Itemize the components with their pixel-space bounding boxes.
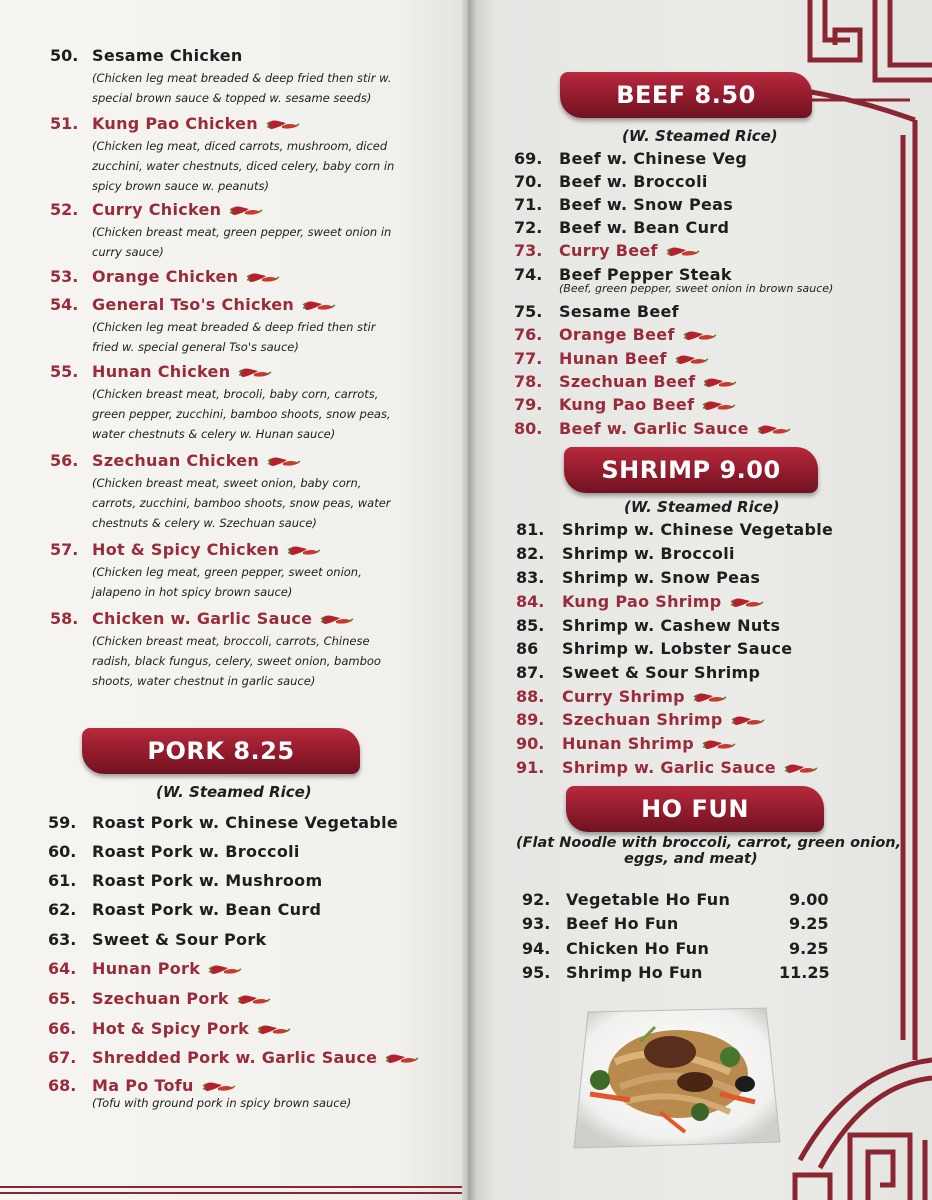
item-name bbox=[559, 195, 733, 214]
item-number: 95. bbox=[522, 963, 551, 982]
item-number: 64. bbox=[48, 959, 77, 978]
item-name-text: Szechuan Shrimp bbox=[562, 710, 723, 729]
item-name bbox=[562, 520, 833, 539]
item-number: 63. bbox=[48, 930, 77, 949]
item-number: 87. bbox=[516, 663, 545, 682]
item-number: 91. bbox=[516, 758, 545, 777]
item-name bbox=[562, 568, 760, 587]
chili-pepper-icon bbox=[702, 738, 736, 752]
item-name-text: Curry Shrimp bbox=[562, 687, 685, 706]
chili-pepper-icon bbox=[287, 544, 321, 558]
chili-pepper-icon bbox=[246, 271, 280, 285]
item-name-text: Beef w. Bean Curd bbox=[559, 218, 730, 237]
item-name-text: Kung Pao Chicken bbox=[92, 114, 258, 133]
page-fold bbox=[462, 0, 476, 1200]
item-name-text: Roast Pork w. Chinese Vegetable bbox=[92, 813, 399, 832]
ho-fun-title: HO FUN bbox=[641, 795, 749, 823]
item-number: 67. bbox=[48, 1048, 77, 1067]
item-number: 82. bbox=[516, 544, 545, 563]
item-number: 90. bbox=[516, 734, 545, 753]
item-name-text: Beef w. Snow Peas bbox=[559, 195, 734, 214]
item-number: 58. bbox=[50, 609, 79, 628]
item-name bbox=[92, 930, 266, 949]
chili-pepper-icon bbox=[702, 399, 736, 413]
item-number: 78. bbox=[514, 372, 543, 391]
greek-key-border-top bbox=[800, 0, 932, 1200]
item-description: (Chicken leg meat, green pepper, sweet onion, jalapeno in hot spicy brown sauce) bbox=[92, 565, 362, 599]
item-name-text: Vegetable Ho Fun bbox=[566, 890, 731, 909]
item-name-text: Ma Po Tofu bbox=[92, 1076, 194, 1095]
chili-pepper-icon bbox=[730, 596, 764, 610]
beef-title: BEEF 8.50 bbox=[616, 81, 756, 109]
item-name bbox=[92, 451, 301, 470]
item-number: 53. bbox=[50, 267, 79, 286]
pork-banner bbox=[82, 728, 360, 774]
shrimp-banner bbox=[564, 447, 818, 493]
item-description: (Beef, green pepper, sweet onion in brown sauce) bbox=[559, 282, 834, 295]
item-name bbox=[559, 172, 708, 191]
item-price: 11.25 bbox=[779, 963, 830, 982]
item-name bbox=[559, 419, 791, 438]
item-name-text: Sweet & Sour Pork bbox=[92, 930, 267, 949]
item-name-text: Sesame Beef bbox=[559, 302, 679, 321]
item-name bbox=[92, 540, 321, 559]
item-name-text: Shrimp w. Cashew Nuts bbox=[562, 616, 781, 635]
item-number: 93. bbox=[522, 914, 551, 933]
item-name bbox=[562, 710, 765, 729]
item-name bbox=[92, 1019, 291, 1038]
item-name-text: General Tso's Chicken bbox=[92, 295, 295, 314]
item-name bbox=[562, 663, 760, 682]
item-name bbox=[562, 758, 818, 777]
chili-pepper-icon bbox=[320, 613, 354, 627]
item-name-text: Chicken w. Garlic Sauce bbox=[92, 609, 313, 628]
item-name-text: Shrimp w. Snow Peas bbox=[562, 568, 761, 587]
greek-key-border-bottom bbox=[790, 1040, 932, 1200]
item-name bbox=[559, 302, 679, 321]
item-number: 77. bbox=[514, 349, 543, 368]
item-price: 9.25 bbox=[789, 914, 829, 933]
item-number: 50. bbox=[50, 46, 79, 65]
item-name bbox=[92, 46, 243, 65]
chili-pepper-icon bbox=[229, 204, 263, 218]
item-name-text: Hunan Pork bbox=[92, 959, 201, 978]
shrimp-subtitle: (W. Steamed Rice) bbox=[624, 498, 780, 516]
item-name-text: Hunan Beef bbox=[559, 349, 667, 368]
item-number: 71. bbox=[514, 195, 543, 214]
chili-pepper-icon bbox=[757, 423, 791, 437]
item-name bbox=[559, 349, 709, 368]
item-number: 73. bbox=[514, 241, 543, 260]
item-name bbox=[92, 362, 272, 381]
item-number: 83. bbox=[516, 568, 545, 587]
item-name-text: Hunan Chicken bbox=[92, 362, 231, 381]
item-name-text: Hot & Spicy Chicken bbox=[92, 540, 280, 559]
item-name bbox=[562, 616, 780, 635]
item-name-text: Szechuan Chicken bbox=[92, 451, 260, 470]
chili-pepper-icon bbox=[703, 376, 737, 390]
chili-pepper-icon bbox=[302, 299, 336, 313]
item-number: 75. bbox=[514, 302, 543, 321]
item-name-text: Beef w. Broccoli bbox=[559, 172, 708, 191]
item-description: (Chicken breast meat, brocoli, baby corn, carrots, green pepper, zucchini, bamboo shoots, snow peas, water chestnuts & celery w. Hunan sauce) bbox=[92, 387, 391, 441]
item-name-text: Kung Pao Shrimp bbox=[562, 592, 722, 611]
item-number: 81. bbox=[516, 520, 545, 539]
item-number: 66. bbox=[48, 1019, 77, 1038]
item-number: 69. bbox=[514, 149, 543, 168]
item-name bbox=[566, 914, 679, 933]
item-number: 94. bbox=[522, 939, 551, 958]
item-name bbox=[92, 295, 336, 314]
item-name-text: Szechuan Beef bbox=[559, 372, 696, 391]
item-number: 51. bbox=[50, 114, 79, 133]
item-name-text: Shrimp Ho Fun bbox=[566, 963, 703, 982]
item-name-text: Shredded Pork w. Garlic Sauce bbox=[92, 1048, 378, 1067]
item-name-text: Roast Pork w. Mushroom bbox=[92, 871, 323, 890]
item-number: 62. bbox=[48, 900, 77, 919]
item-name bbox=[562, 639, 792, 658]
item-name bbox=[559, 325, 717, 344]
item-name-text: Sweet & Sour Shrimp bbox=[562, 663, 761, 682]
item-name-text: Shrimp w. Chinese Vegetable bbox=[562, 520, 834, 539]
item-number: 56. bbox=[50, 451, 79, 470]
item-name bbox=[562, 687, 727, 706]
chili-pepper-icon bbox=[693, 691, 727, 705]
item-name bbox=[92, 842, 300, 861]
item-number: 61. bbox=[48, 871, 77, 890]
item-name-text: Roast Pork w. Bean Curd bbox=[92, 900, 322, 919]
item-name bbox=[92, 989, 271, 1008]
item-name bbox=[92, 1048, 419, 1067]
item-name bbox=[92, 1076, 236, 1095]
item-number: 89. bbox=[516, 710, 545, 729]
ho-fun-subtitle-line2: eggs, and meat) bbox=[624, 851, 758, 867]
item-number: 86 bbox=[516, 639, 539, 658]
item-description: (Chicken leg meat, diced carrots, mushroom, diced zucchini, water chestnuts, diced celery, baby corn in spicy brown sauce w. peanuts) bbox=[92, 139, 395, 193]
item-name-text: Beef w. Chinese Veg bbox=[559, 149, 748, 168]
pork-title: PORK 8.25 bbox=[147, 737, 295, 765]
item-number: 85. bbox=[516, 616, 545, 635]
item-number: 84. bbox=[516, 592, 545, 611]
item-name bbox=[92, 609, 354, 628]
item-name-text: Roast Pork w. Broccoli bbox=[92, 842, 300, 861]
item-name bbox=[559, 218, 729, 237]
item-description: (Chicken breast meat, sweet onion, baby corn, carrots, zucchini, bamboo shoots, snow peas, water chestnuts & celery w. Szechuan sauce) bbox=[92, 476, 391, 530]
item-name-text: Beef Pepper Steak bbox=[559, 265, 732, 284]
item-number: 74. bbox=[514, 265, 543, 284]
ho-fun-subtitle-line1: (Flat Noodle with broccoli, carrot, green onion, bbox=[516, 835, 902, 851]
item-name bbox=[92, 900, 321, 919]
item-price: 9.25 bbox=[789, 939, 829, 958]
chili-pepper-icon bbox=[266, 118, 300, 132]
item-description: (Chicken leg meat breaded & deep fried then stir w. special brown sauce & topped w. sesame seeds) bbox=[92, 71, 392, 105]
item-name bbox=[559, 149, 747, 168]
item-number: 92. bbox=[522, 890, 551, 909]
item-name-text: Chicken Ho Fun bbox=[566, 939, 710, 958]
item-name bbox=[562, 734, 736, 753]
item-name bbox=[562, 544, 735, 563]
item-number: 65. bbox=[48, 989, 77, 1008]
item-number: 88. bbox=[516, 687, 545, 706]
item-description: (Tofu with ground pork in spicy brown sauce) bbox=[92, 1096, 352, 1110]
chili-pepper-icon bbox=[385, 1052, 419, 1066]
item-name bbox=[92, 959, 242, 978]
chili-pepper-icon bbox=[267, 455, 301, 469]
item-number: 54. bbox=[50, 295, 79, 314]
item-name-text: Shrimp w. Broccoli bbox=[562, 544, 735, 563]
item-name bbox=[566, 890, 730, 909]
item-number: 57. bbox=[50, 540, 79, 559]
chili-pepper-icon bbox=[675, 353, 709, 367]
beef-subtitle: (W. Steamed Rice) bbox=[622, 127, 778, 145]
ho-fun-banner bbox=[566, 786, 824, 832]
item-name bbox=[559, 372, 737, 391]
item-name-text: Orange Chicken bbox=[92, 267, 239, 286]
item-name-text: Shrimp w. Garlic Sauce bbox=[562, 758, 776, 777]
item-price: 9.00 bbox=[789, 890, 829, 909]
shrimp-title: SHRIMP 9.00 bbox=[601, 456, 781, 484]
item-name-text: Orange Beef bbox=[559, 325, 675, 344]
chili-pepper-icon bbox=[666, 245, 700, 259]
item-description: (Chicken breast meat, green pepper, sweet onion in curry sauce) bbox=[92, 225, 392, 259]
item-name bbox=[559, 241, 700, 260]
item-number: 60. bbox=[48, 842, 77, 861]
item-name-text: Curry Chicken bbox=[92, 200, 222, 219]
item-number: 55. bbox=[50, 362, 79, 381]
chili-pepper-icon bbox=[202, 1080, 236, 1094]
chili-pepper-icon bbox=[683, 329, 717, 343]
item-name bbox=[562, 592, 764, 611]
item-number: 79. bbox=[514, 395, 543, 414]
chili-pepper-icon bbox=[237, 993, 271, 1007]
item-name bbox=[559, 395, 736, 414]
item-name bbox=[92, 114, 300, 133]
item-number: 59. bbox=[48, 813, 77, 832]
item-number: 80. bbox=[514, 419, 543, 438]
item-name-text: Kung Pao Beef bbox=[559, 395, 695, 414]
item-name-text: Sesame Chicken bbox=[92, 46, 243, 65]
chili-pepper-icon bbox=[238, 366, 272, 380]
item-name bbox=[92, 200, 263, 219]
item-name bbox=[92, 871, 322, 890]
item-description: (Chicken leg meat breaded & deep fried then stir fried w. special general Tso's sauce) bbox=[92, 320, 376, 354]
item-name-text: Beef Ho Fun bbox=[566, 914, 679, 933]
item-name bbox=[92, 813, 398, 832]
item-name-text: Beef w. Garlic Sauce bbox=[559, 419, 749, 438]
chili-pepper-icon bbox=[731, 714, 765, 728]
item-number: 52. bbox=[50, 200, 79, 219]
item-name bbox=[566, 939, 709, 958]
beef-banner bbox=[560, 72, 812, 118]
chili-pepper-icon bbox=[208, 963, 242, 977]
item-number: 76. bbox=[514, 325, 543, 344]
bottom-border-rule bbox=[0, 1186, 462, 1194]
item-name-text: Hunan Shrimp bbox=[562, 734, 694, 753]
pork-subtitle: (W. Steamed Rice) bbox=[156, 783, 312, 801]
item-number: 72. bbox=[514, 218, 543, 237]
item-name bbox=[92, 267, 280, 286]
item-description: (Chicken breast meat, broccoli, carrots, Chinese radish, black fungus, celery, sweet onion, bamboo shoots, water chestnut in garlic sauce) bbox=[92, 634, 381, 688]
item-name bbox=[566, 963, 703, 982]
item-name-text: Szechuan Pork bbox=[92, 989, 229, 1008]
chili-pepper-icon bbox=[257, 1023, 291, 1037]
item-number: 70. bbox=[514, 172, 543, 191]
item-name-text: Shrimp w. Lobster Sauce bbox=[562, 639, 793, 658]
ho-fun-dish-photo bbox=[570, 1002, 782, 1152]
item-number: 68. bbox=[48, 1076, 77, 1095]
chili-pepper-icon bbox=[784, 762, 818, 776]
item-name-text: Hot & Spicy Pork bbox=[92, 1019, 250, 1038]
item-name-text: Curry Beef bbox=[559, 241, 658, 260]
